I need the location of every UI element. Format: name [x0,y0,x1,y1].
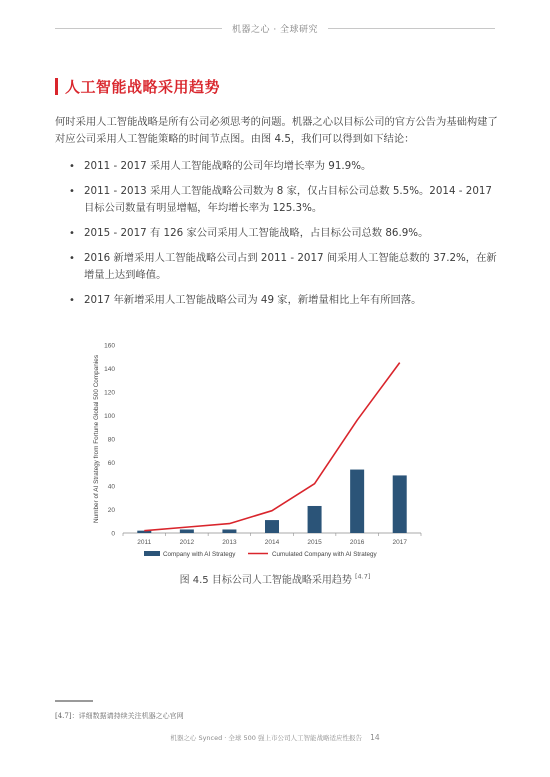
ai-adoption-chart [88,335,428,567]
legend-label: Company with AI Strategy [163,551,236,558]
caption-ref: [4.7] [355,572,371,581]
x-tick-label: 2013 [222,539,237,546]
caption-text: 图 4.5 目标公司人工智能战略采用趋势 [179,575,352,586]
legend-swatch-bar [144,551,160,556]
y-tick-label: 20 [107,507,115,514]
running-header [55,21,495,35]
y-tick-label: 140 [104,366,115,373]
footnote: [4.7]：详细数据请持续关注机器之心官网 [55,712,184,720]
y-tick-label: 160 [104,342,115,350]
y-axis-title: Number of AI Strategy from Fortune Global 500 Companies [93,354,100,524]
bar [222,529,236,533]
list-item [67,158,505,175]
bar [308,506,322,533]
list-item [67,225,505,242]
list-item [67,292,505,309]
y-tick-label: 60 [107,460,115,467]
y-tick-label: 80 [107,436,115,444]
footer-text: 机器之心 Synced · 全球 500 强上市公司人工智能战略适应性报告 [170,734,362,742]
list-item [67,250,505,284]
header-rule-right [328,28,495,29]
conclusion-list [67,158,505,317]
intro-paragraph: 何时采用人工智能战略是所有公司必须思考的问题。机器之心以目标公司的官方公告为基础构建了对应公司采用人工智能策略的时间节点图。由图 4.5，我们可以得到如下结论： [55,116,498,145]
legend-label: Cumulated Company with AI Strategy [272,551,377,558]
section-heading [55,76,220,97]
page-footer [0,733,550,742]
header-title: 机器之心 · 全球研究 [231,24,319,35]
x-tick-label: 2011 [137,539,152,546]
x-tick-label: 2016 [349,539,365,546]
figure-caption [0,571,550,586]
list-item-text: 2016 新增采用人工智能战略公司占到 2011 - 2017 间采用人工智能总数的 37.2%，在新增量上达到峰值。 [84,252,497,281]
y-tick-label: 40 [107,483,115,491]
bar [393,475,407,533]
bar [265,520,279,533]
x-tick-label: 2015 [307,539,322,546]
bullet-icon: • [69,253,75,264]
y-tick-label: 120 [104,389,115,397]
list-item [67,183,505,217]
bullet-icon: • [69,161,75,172]
list-item-text: 2017 年新增采用人工智能战略公司为 49 家，新增量相比上年有所回落。 [84,294,422,306]
bullet-icon: • [69,186,75,197]
x-tick-label: 2012 [179,539,195,546]
page-number: 14 [370,733,380,742]
list-item-text: 2011 - 2017 采用人工智能战略的公司年均增长率为 91.9%。 [84,160,372,172]
x-tick-label: 2017 [392,539,407,546]
y-tick-label: 0 [111,530,115,538]
header-rule-left [55,28,222,29]
bullet-icon: • [69,228,75,239]
section-title: 人工智能战略采用趋势 [65,78,221,96]
x-tick-label: 2014 [264,539,280,546]
bar [350,470,364,533]
y-tick-label: 100 [104,413,115,420]
footnote-rule [55,700,93,702]
list-item-text: 2015 - 2017 有 126 家公司采用人工智能战略，占目标公司总数 86.9%。 [84,227,429,239]
bullet-icon: • [69,295,75,306]
list-item-text: 2011 - 2013 采用人工智能战略公司数为 8 家，仅占目标公司总数 5.5%。2014 - 2017 目标公司数量有明显增幅，年均增长率为 125.3%。 [84,185,492,214]
section-accent-bar [55,78,58,95]
chart-svg [88,335,428,567]
bar [180,529,194,533]
